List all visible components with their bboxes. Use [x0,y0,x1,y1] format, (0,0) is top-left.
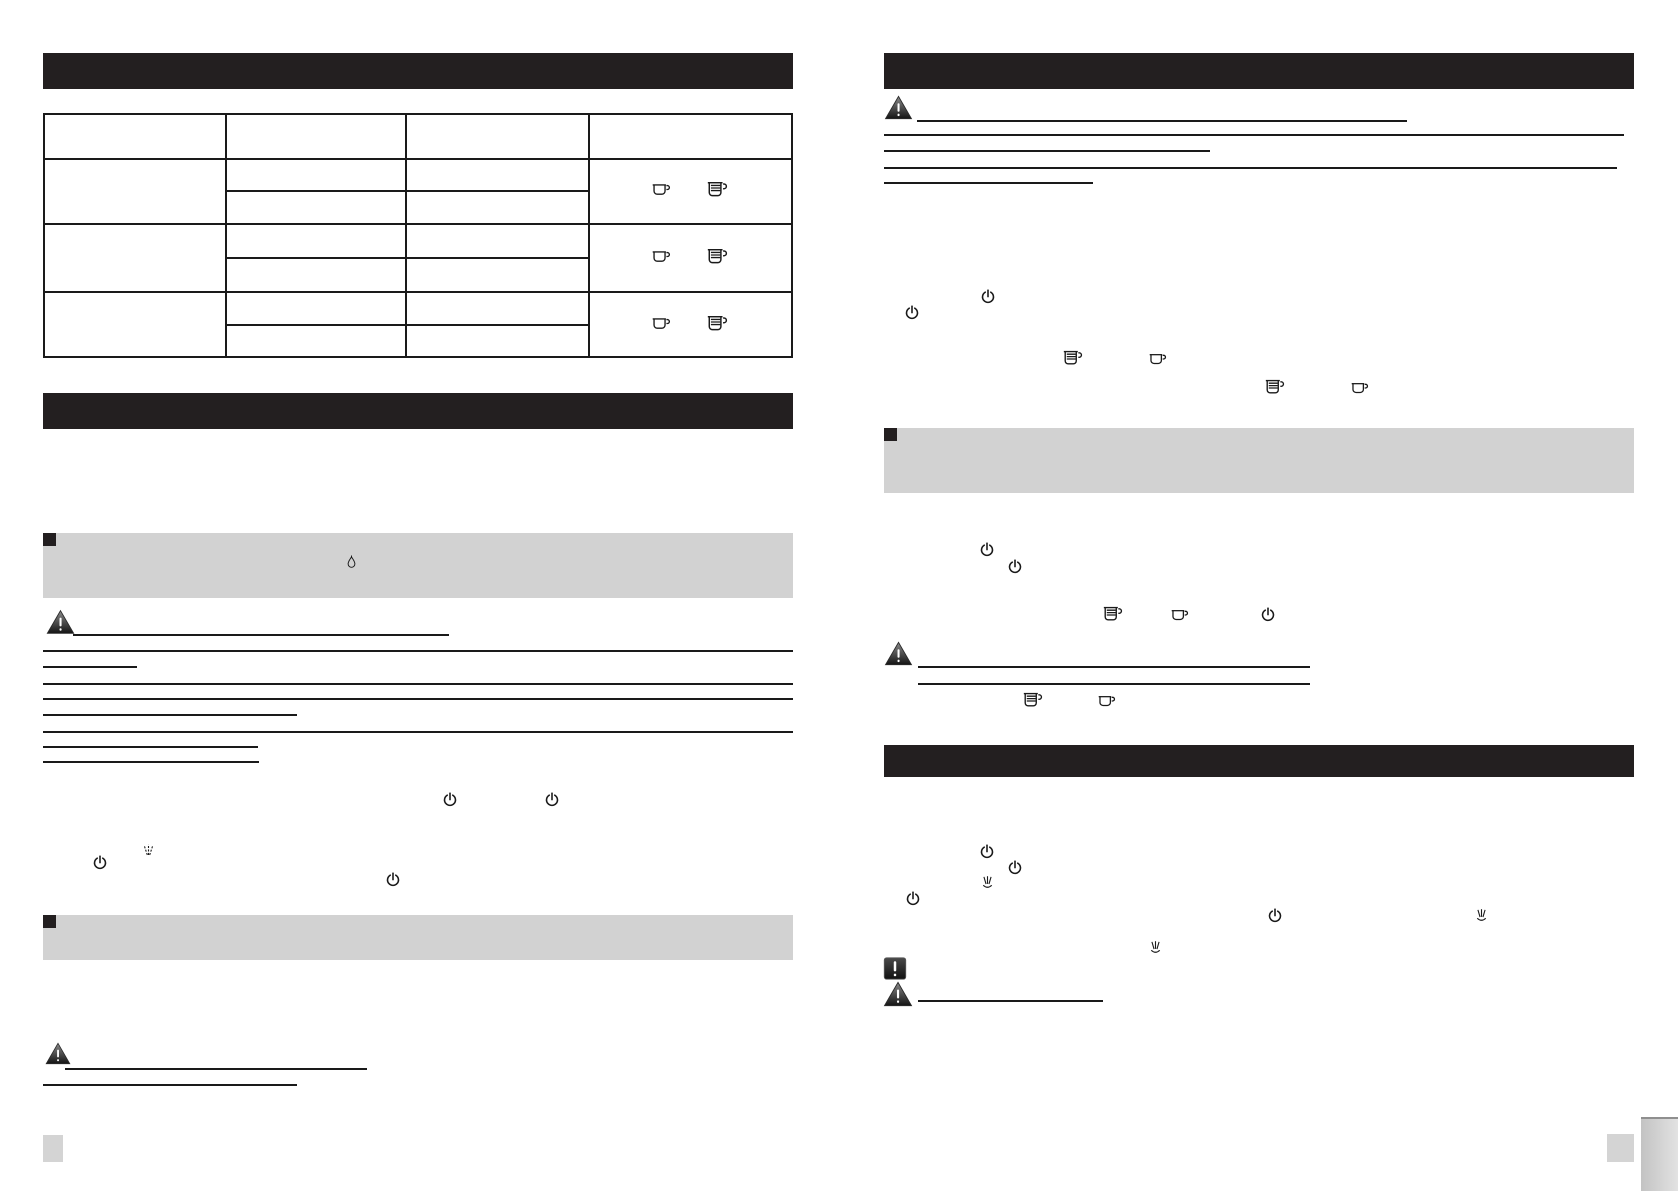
redacted-text-rule [43,761,259,763]
page-marker-left [43,1135,63,1162]
large-cup-icon [1264,378,1287,397]
redacted-text-rule [43,714,297,716]
redacted-text-rule [43,650,793,652]
large-cup-icon [706,314,730,334]
small-cup-icon [651,181,673,198]
redacted-text-rule [918,683,1310,685]
small-cup-icon [1148,351,1169,367]
steam-nozzle-icon [1472,907,1491,924]
table-column-divider [588,115,590,356]
table-subrow-divider [225,190,590,192]
redacted-text-rule [65,1068,367,1070]
note-marker-square [43,533,56,546]
warning-triangle-icon [884,95,913,120]
power-icon [1259,606,1277,625]
power-icon [543,791,561,810]
left-section-header-bar-2 [43,393,793,429]
redacted-text-rule [43,1084,297,1086]
warning-triangle-icon [884,641,913,666]
small-cup-icon [651,248,673,265]
warning-triangle-icon [46,609,75,635]
small-cup-icon [1170,607,1191,623]
redacted-text-rule [43,683,793,685]
redacted-text-rule [884,150,1210,152]
large-cup-icon [1022,691,1045,710]
small-cup-icon [1097,693,1118,709]
table-subrow-divider [225,257,590,259]
small-cup-icon [651,315,673,332]
power-icon [978,843,996,862]
redacted-text-rule [884,167,1617,169]
large-cup-icon [706,180,730,200]
page-marker-right [1607,1134,1634,1162]
warning-triangle-icon [45,1042,71,1065]
redacted-text-rule [918,1000,1103,1002]
redacted-text-rule [43,731,793,733]
large-cup-icon [706,247,730,267]
table-column-divider [405,115,407,356]
large-cup-icon [1102,605,1125,624]
table-header-divider [45,158,791,160]
steam-nozzle-icon [1146,939,1165,956]
power-icon [384,871,402,890]
right-section-header-bar-1 [884,53,1634,89]
table-subrow-divider [225,324,590,326]
power-icon [1006,859,1024,878]
redacted-text-rule [43,746,258,748]
redacted-text-rule [884,182,1093,184]
power-icon [978,541,996,560]
redacted-text-rule [918,666,1310,668]
settings-table [43,113,793,358]
alert-box-icon [883,957,907,980]
table-row-divider [45,223,791,225]
power-icon [903,304,921,323]
warning-triangle-icon [883,981,913,1007]
table-column-divider [225,115,227,356]
large-cup-icon [1062,349,1085,368]
table-row-divider [45,291,791,293]
power-icon [1006,558,1024,577]
page-edge-strip [1641,1117,1678,1191]
redacted-text-rule [73,634,449,636]
redacted-text-rule [43,698,793,700]
note-marker-square [884,428,897,441]
power-icon [91,854,109,873]
redacted-text-rule [917,120,1407,122]
water-drop-icon [344,553,359,572]
right-section-header-bar-2 [884,745,1634,777]
small-cup-icon [1350,380,1371,396]
note-panel [43,915,793,960]
redacted-text-rule [43,666,137,668]
note-marker-square [43,915,56,928]
steam-nozzle-icon [978,874,997,891]
power-icon [904,890,922,909]
power-icon [441,791,459,810]
steam-icon [140,840,157,858]
power-icon [979,288,997,307]
power-icon [1266,907,1284,926]
redacted-text-rule [884,134,1624,136]
note-panel [884,428,1634,493]
note-panel [43,533,793,598]
left-section-header-bar-1 [43,53,793,89]
